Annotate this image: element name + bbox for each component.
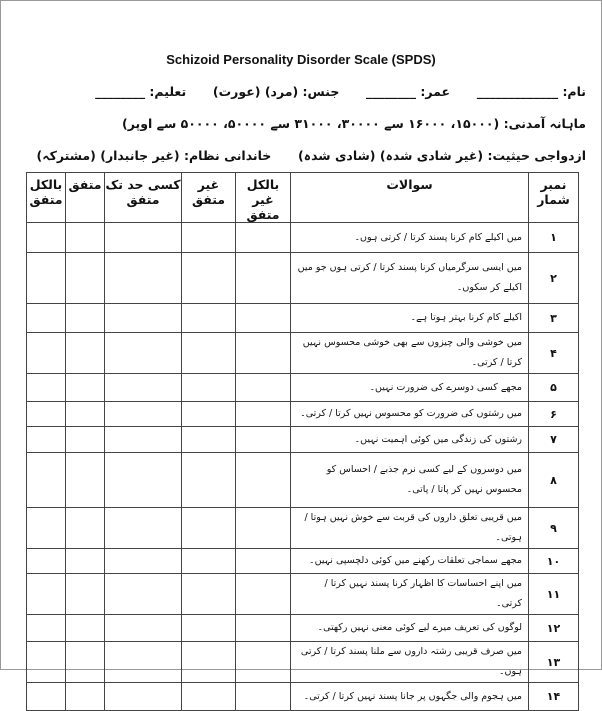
income-label: ماہانہ آمدنی: [503, 116, 586, 131]
answer-agree-cell[interactable] [66, 574, 105, 615]
question-text: مجھے کسی دوسرے کی ضرورت نہیں۔ [291, 374, 529, 402]
table-row [27, 683, 579, 711]
question-text: لوگوں کی تعریف میرے لیے کوئی معنی نہیں رکھتی۔ [291, 615, 529, 642]
answer-strongly-agree-cell[interactable] [27, 574, 66, 615]
answer-strongly-agree-cell[interactable] [27, 508, 66, 549]
answer-somewhat-agree-cell[interactable] [105, 508, 182, 549]
row-number: ۱۴ [529, 683, 579, 711]
answer-somewhat-agree-cell[interactable] [105, 253, 182, 304]
education-blank: ________ [95, 84, 146, 99]
answer-strongly-disagree-cell[interactable] [236, 223, 291, 253]
answer-disagree-cell[interactable] [182, 223, 236, 253]
question-text: میں صرف قریبی رشتہ داروں سے ملنا پسند کرتا / کرتی ہوں۔ [291, 642, 529, 683]
question-text: رشتوں کی زندگی میں کوئی اہمیت نہیں۔ [291, 427, 529, 453]
family-options: (غیر جانبدار) (مشترکہ) [36, 148, 180, 163]
table-row [27, 549, 579, 574]
question-text: میں اپنے احساسات کا اظہار کرنا پسند نہیں کرتا / کرتی۔ [291, 574, 529, 615]
answer-agree-cell[interactable] [66, 223, 105, 253]
answer-strongly-agree-cell[interactable] [27, 683, 66, 711]
answer-somewhat-agree-cell[interactable] [105, 549, 182, 574]
answer-strongly-agree-cell[interactable] [27, 333, 66, 374]
answer-strongly-disagree-cell[interactable] [236, 549, 291, 574]
answer-somewhat-agree-cell[interactable] [105, 402, 182, 427]
question-text: میں خوشی والی چیزوں سے بھی خوشی محسوس نہیں کرتا / کرتی۔ [291, 333, 529, 374]
answer-strongly-disagree-cell[interactable] [236, 333, 291, 374]
answer-agree-cell[interactable] [66, 402, 105, 427]
info-line-income [122, 116, 586, 131]
header-questions: سوالات [291, 173, 529, 223]
header-strongly-disagree: بالکل غیر متفق [236, 173, 291, 223]
answer-strongly-agree-cell[interactable] [27, 374, 66, 402]
answer-strongly-disagree-cell[interactable] [236, 508, 291, 549]
row-number: ۱۳ [529, 642, 579, 683]
answer-agree-cell[interactable] [66, 374, 105, 402]
answer-strongly-agree-cell[interactable] [27, 402, 66, 427]
answer-strongly-disagree-cell[interactable] [236, 574, 291, 615]
answer-strongly-disagree-cell[interactable] [236, 374, 291, 402]
marital-options: (غیر شادی شدہ) (شادی شدہ) [298, 148, 484, 163]
table-row [27, 402, 579, 427]
question-text: مجھے سماجی تعلقات رکھنے میں کوئی دلچسپی نہیں۔ [291, 549, 529, 574]
row-number: ۱۲ [529, 615, 579, 642]
table-header-row [27, 173, 579, 223]
answer-strongly-disagree-cell[interactable] [236, 453, 291, 508]
answer-somewhat-agree-cell[interactable] [105, 615, 182, 642]
row-number: ۸ [529, 453, 579, 508]
answer-somewhat-agree-cell[interactable] [105, 223, 182, 253]
answer-disagree-cell[interactable] [182, 402, 236, 427]
answer-strongly-disagree-cell[interactable] [236, 615, 291, 642]
gender-label: جنس: [302, 84, 340, 99]
answer-agree-cell[interactable] [66, 642, 105, 683]
row-number: ۱ [529, 223, 579, 253]
row-number: ۶ [529, 402, 579, 427]
answer-disagree-cell[interactable] [182, 683, 236, 711]
answer-disagree-cell[interactable] [182, 615, 236, 642]
row-number: ۴ [529, 333, 579, 374]
table-row [27, 574, 579, 615]
question-text: میں قریبی تعلق داروں کی قربت سے خوش نہیں ہوتا / ہوتی۔ [291, 508, 529, 549]
age-label: عمر: [420, 84, 451, 99]
answer-agree-cell[interactable] [66, 508, 105, 549]
answer-agree-cell[interactable] [66, 683, 105, 711]
header-agree: متفق [66, 173, 105, 223]
info-line-marital [37, 148, 586, 163]
answer-disagree-cell[interactable] [182, 253, 236, 304]
answer-somewhat-agree-cell[interactable] [105, 427, 182, 453]
table-row [27, 508, 579, 549]
answer-strongly-disagree-cell[interactable] [236, 402, 291, 427]
table-row [27, 427, 579, 453]
answer-strongly-disagree-cell[interactable] [236, 683, 291, 711]
header-somewhat-agree: کسی حد تک متفق [105, 173, 182, 223]
answer-strongly-agree-cell[interactable] [27, 615, 66, 642]
gender-options: (مرد) (عورت) [212, 84, 299, 99]
question-text: اکیلے کام کرنا بہتر ہوتا ہے۔ [291, 304, 529, 333]
table-row [27, 253, 579, 304]
answer-strongly-agree-cell[interactable] [27, 304, 66, 333]
answer-disagree-cell[interactable] [182, 304, 236, 333]
answer-somewhat-agree-cell[interactable] [105, 683, 182, 711]
answer-strongly-disagree-cell[interactable] [236, 253, 291, 304]
answer-somewhat-agree-cell[interactable] [105, 304, 182, 333]
answer-strongly-agree-cell[interactable] [27, 427, 66, 453]
answer-disagree-cell[interactable] [182, 427, 236, 453]
row-number: ۳ [529, 304, 579, 333]
income-options: (۱۵۰۰۰، ۱۶۰۰۰ سے ۳۰۰۰۰، ۳۱۰۰۰ سے ۵۰۰۰۰، ۵۰۰۰۰ سے اوپر) [122, 116, 500, 131]
table-row [27, 642, 579, 683]
answer-agree-cell[interactable] [66, 549, 105, 574]
answer-agree-cell[interactable] [66, 615, 105, 642]
row-number: ۱۱ [529, 574, 579, 615]
answer-strongly-agree-cell[interactable] [27, 453, 66, 508]
age-blank: ________ [366, 84, 417, 99]
row-number: ۱۰ [529, 549, 579, 574]
answer-somewhat-agree-cell[interactable] [105, 642, 182, 683]
row-number: ۹ [529, 508, 579, 549]
answer-somewhat-agree-cell[interactable] [105, 453, 182, 508]
answer-agree-cell[interactable] [66, 427, 105, 453]
header-strongly-agree: بالکل متفق [27, 173, 66, 223]
answer-strongly-agree-cell[interactable] [27, 549, 66, 574]
answer-agree-cell[interactable] [66, 304, 105, 333]
answer-disagree-cell[interactable] [182, 374, 236, 402]
answer-strongly-disagree-cell[interactable] [236, 642, 291, 683]
answer-somewhat-agree-cell[interactable] [105, 574, 182, 615]
questionnaire-table [26, 172, 579, 711]
header-number: نمبر شمار [529, 173, 579, 223]
table-row [27, 333, 579, 374]
answer-agree-cell[interactable] [66, 333, 105, 374]
question-text: میں رشتوں کی ضرورت کو محسوس نہیں کرتا / کرتی۔ [291, 402, 529, 427]
answer-agree-cell[interactable] [66, 253, 105, 304]
education-label: تعلیم: [149, 84, 187, 99]
table-row [27, 453, 579, 508]
answer-disagree-cell[interactable] [182, 549, 236, 574]
answer-strongly-agree-cell[interactable] [27, 253, 66, 304]
answer-strongly-disagree-cell[interactable] [236, 304, 291, 333]
scale-title: Schizoid Personality Disorder Scale (SPDS) [166, 52, 436, 67]
header-disagree: غیر متفق [182, 173, 236, 223]
table-row [27, 223, 579, 253]
name-blank: _____________ [476, 84, 559, 99]
answer-disagree-cell[interactable] [182, 574, 236, 615]
answer-disagree-cell[interactable] [182, 508, 236, 549]
question-text: میں ہجوم والی جگہوں پر جانا پسند نہیں کرتا / کرتی۔ [291, 683, 529, 711]
row-number: ۵ [529, 374, 579, 402]
answer-strongly-disagree-cell[interactable] [236, 427, 291, 453]
row-number: ۲ [529, 253, 579, 304]
name-label: نام: [562, 84, 586, 99]
answer-somewhat-agree-cell[interactable] [105, 333, 182, 374]
answer-disagree-cell[interactable] [182, 333, 236, 374]
answer-somewhat-agree-cell[interactable] [105, 374, 182, 402]
family-label: خاندانی نظام: [184, 148, 272, 163]
info-line-name [95, 84, 586, 99]
marital-label: ازدواجی حیثیت: [487, 148, 586, 163]
answer-disagree-cell[interactable] [182, 642, 236, 683]
answer-strongly-agree-cell[interactable] [27, 223, 66, 253]
table-row [27, 304, 579, 333]
question-text: میں اکیلے کام کرنا پسند کرتا / کرتی ہوں۔ [291, 223, 529, 253]
table-row [27, 374, 579, 402]
question-text: میں ایسی سرگرمیاں کرنا پسند کرتا / کرتی ہوں جو میں اکیلے کر سکوں۔ [291, 253, 529, 304]
table-row [27, 615, 579, 642]
question-text: میں دوسروں کے لیے کسی نرم جذبے / احساس کو محسوس نہیں کر پاتا / پاتی۔ [291, 453, 529, 508]
row-number: ۷ [529, 427, 579, 453]
answer-disagree-cell[interactable] [182, 453, 236, 508]
answer-agree-cell[interactable] [66, 453, 105, 508]
answer-strongly-agree-cell[interactable] [27, 642, 66, 683]
